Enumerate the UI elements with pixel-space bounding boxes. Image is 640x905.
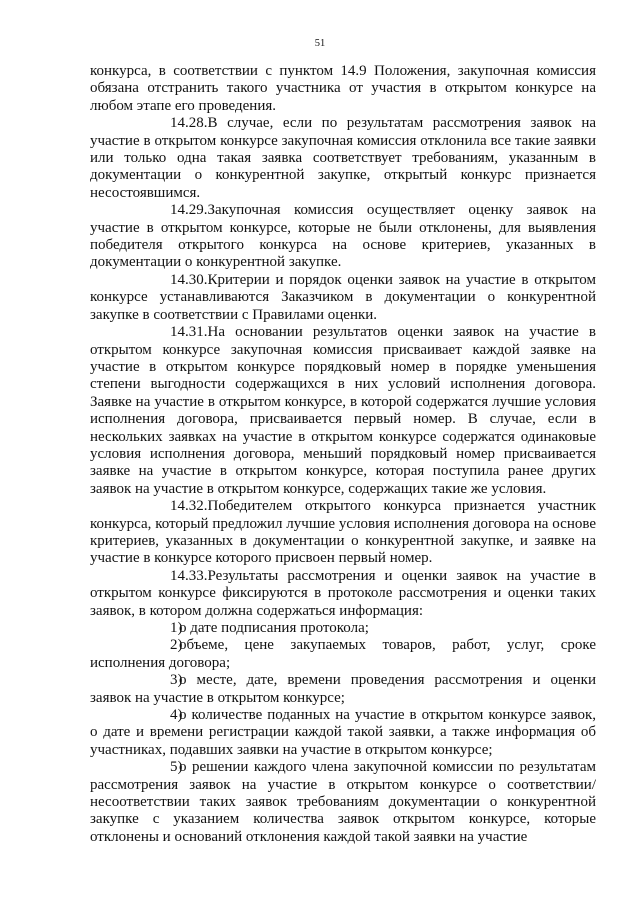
clause-text: Победителем открытого конкурса признается участник конкурса, который предложил лучшие условия исполнения договора на основе критериев, указанных в документации о конкурентной закупке, и заявке на участие в конкурсе которого присвоен первый номер. <box>90 498 596 567</box>
list-item-text: о месте, дате, времени проведения рассмотрения и оценки заявок на участие в открытом конкурсе; <box>90 672 596 706</box>
page-number: 51 <box>314 38 326 49</box>
list-item-text: о количестве поданных на участие в открытом конкурсе заявок, о дате и времени регистрации каждой такой заявки, а также информация об участниках, подавших заявки на участие в открытом конкурсе; <box>90 707 596 758</box>
clause-14-28 <box>90 115 596 202</box>
list-item-number: 1) <box>170 620 183 636</box>
list-item-number: 4) <box>170 707 183 724</box>
list-item-1 <box>90 620 596 637</box>
clause-number: 14.33. <box>170 567 208 584</box>
clause-number: 14.28. <box>170 115 208 132</box>
list-item-number: 5) <box>170 759 183 776</box>
list-item-3 <box>90 672 596 707</box>
list-item-text: объеме, цене закупаемых товаров, работ, услуг, сроке исполнения договора; <box>90 637 596 671</box>
intro-paragraph: конкурса, в соответствии с пунктом 14.9 Положения, закупочная комиссия обязана отстранить такого участника от участия в открытом конкурсе на любом этапе его проведения. <box>90 63 596 114</box>
clause-text: На основании результатов оценки заявок на участие в открытом конкурсе закупочная комиссия присваивает каждой заявке на участие в открытом конкурсе порядковый номер в порядке уменьшения степени выгодности содержащихся в них условий исполнения договора. Заявке на участие в открытом конкурсе, в которой содержатся лучшие условия исполнения договора, присваивается первый номер. В случае, если в нескольких заявках на участие в открытом конкурсе содержатся одинаковые условия исполнения договора, меньший порядковый номер присваивается заявке на участие в открытом конкурсе, которая поступила ранее других заявок на участие в открытом конкурсе, содержащих такие же условия. <box>90 324 596 497</box>
list-item-number: 3) <box>170 672 183 689</box>
list-item-text: о решении каждого члена закупочной комиссии по результатам рассмотрения заявок на участие в открытом конкурсе о соответствии/несоответствии таких заявок требованиям документации о конкурентной закупке с указанием количества заявок открытом конкурсе, которые отклонены и оснований отклонения каждой такой заявки на участие <box>90 759 596 845</box>
clause-text: Критерии и порядок оценки заявок на участие в открытом конкурсе устанавливаются Заказчиком в документации о конкурентной закупке в соответствии с Правилами оценки. <box>90 271 596 323</box>
clause-14-33 <box>90 568 596 620</box>
list-item-5 <box>90 759 596 846</box>
clause-text: Результаты рассмотрения и оценки заявок на участие в открытом конкурсе фиксируются в протоколе рассмотрения и оценки таких заявок, в котором должна содержаться информация: <box>90 567 596 619</box>
clause-number: 14.31. <box>170 324 208 341</box>
clause-14-31 <box>90 324 596 498</box>
clause-number: 14.32. <box>170 498 208 515</box>
clause-text: В случае, если по результатам рассмотрения заявок на участие в открытом конкурсе закупочная комиссия отклонила все такие заявки или только одна такая заявка соответствует требованиям, указанным в документации о конкурентной закупке, открытый конкурс признается несостоявшимся. <box>90 115 596 201</box>
clause-14-29 <box>90 202 596 272</box>
clause-number: 14.29. <box>170 202 208 219</box>
clause-number: 14.30. <box>170 271 208 288</box>
clause-14-30 <box>90 272 596 324</box>
list-item-text: о дате подписания протокола; <box>179 620 369 636</box>
list-item-2 <box>90 637 596 672</box>
clause-14-32 <box>90 498 596 568</box>
list-item-number: 2) <box>170 637 183 654</box>
list-item-4 <box>90 707 596 759</box>
document-body <box>90 63 596 846</box>
clause-text: Закупочная комиссия осуществляет оценку заявок на участие в открытом конкурсе, которые не были отклонены, для выявления победителя открытого конкурса на основе критериев, указанных в документации о конкурентной закупке. <box>90 202 596 271</box>
